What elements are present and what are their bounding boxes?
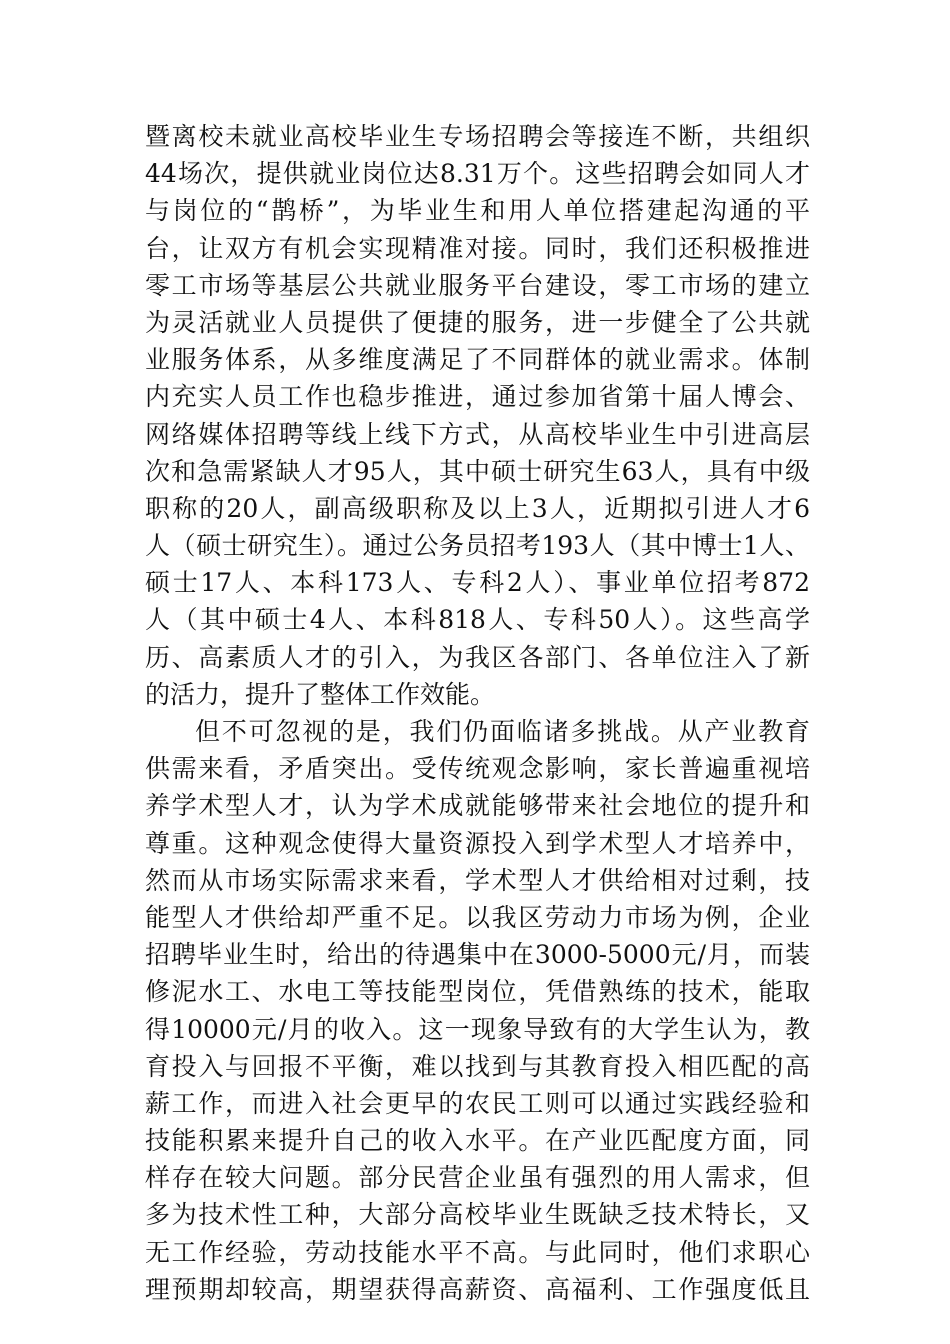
text-line: 无工作经验，劳动技能水平不高。与此同时，他们求职心 <box>145 1237 810 1267</box>
text-line: 与岗位的“鹊桥”，为毕业生和用人单位搭建起沟通的平 <box>145 196 810 226</box>
text-line: 次和急需紧缺人才95人，其中硕士研究生63人，具有中级 <box>145 456 810 486</box>
text-line: 但不可忽视的是，我们仍面临诸多挑战。从产业教育 <box>195 717 810 746</box>
text-line: 理预期却较高，期望获得高薪资、高福利、工作强度低且 <box>145 1274 810 1304</box>
text-line: 暨离校未就业高校毕业生专场招聘会等接连不断，共组织 <box>145 122 810 151</box>
text-line: 人（其中硕士4人、本科818人、专科50人）。这些高学 <box>145 605 810 635</box>
text-line: 业服务体系，从多维度满足了不同群体的就业需求。体制 <box>145 345 810 375</box>
text-line: 网络媒体招聘等线上线下方式，从高校毕业生中引进高层 <box>145 419 810 449</box>
text-line: 零工市场等基层公共就业服务平台建设，零工市场的建立 <box>145 270 810 300</box>
text-line: 44场次，提供就业岗位达8.31万个。这些招聘会如同人才 <box>145 159 810 189</box>
text-line: 多为技术性工种，大部分高校毕业生既缺乏技术特长，又 <box>145 1200 810 1230</box>
text-line: 尊重。这种观念使得大量资源投入到学术型人才培养中， <box>145 828 810 858</box>
text-line: 样存在较大问题。部分民营企业虽有强烈的用人需求，但 <box>145 1163 810 1193</box>
text-line: 招聘毕业生时，给出的待遇集中在3000-5000元/月，而装 <box>145 940 810 970</box>
text-line: 育投入与回报不平衡，难以找到与其教育投入相匹配的高 <box>145 1051 810 1081</box>
body-text <box>145 118 810 1308</box>
text-line: 硕士17人、本科173人、专科2人）、事业单位招考872 <box>145 568 810 598</box>
text-line: 人（硕士研究生）。通过公务员招考193人（其中博士1人、 <box>145 531 810 561</box>
text-line: 职称的20人，副高级职称及以上3人，近期拟引进人才6 <box>145 493 810 523</box>
text-line: 能型人才供给却严重不足。以我区劳动力市场为例，企业 <box>145 902 810 932</box>
text-line: 然而从市场实际需求来看，学术型人才供给相对过剩，技 <box>145 865 810 895</box>
text-line: 供需来看，矛盾突出。受传统观念影响，家长普遍重视培 <box>145 754 810 784</box>
text-line: 的活力，提升了整体工作效能。 <box>145 679 496 709</box>
text-line: 历、高素质人才的引入，为我区各部门、各单位注入了新 <box>145 642 810 672</box>
text-line: 得10000元/月的收入。这一现象导致有的大学生认为，教 <box>145 1014 810 1044</box>
text-line: 薪工作，而进入社会更早的农民工则可以通过实践经验和 <box>145 1088 810 1118</box>
text-line: 内充实人员工作也稳步推进，通过参加省第十届人博会、 <box>145 382 810 412</box>
text-line: 养学术型人才，认为学术成就能够带来社会地位的提升和 <box>145 791 810 821</box>
text-line: 修泥水工、水电工等技能型岗位，凭借熟练的技术，能取 <box>145 977 810 1007</box>
paragraph <box>145 118 810 713</box>
text-line: 为灵活就业人员提供了便捷的服务，进一步健全了公共就 <box>145 307 810 337</box>
paragraph <box>145 713 810 1308</box>
text-line: 技能积累来提升自己的收入水平。在产业匹配度方面，同 <box>145 1126 810 1156</box>
text-line: 台，让双方有机会实现精准对接。同时，我们还积极推进 <box>145 233 810 263</box>
